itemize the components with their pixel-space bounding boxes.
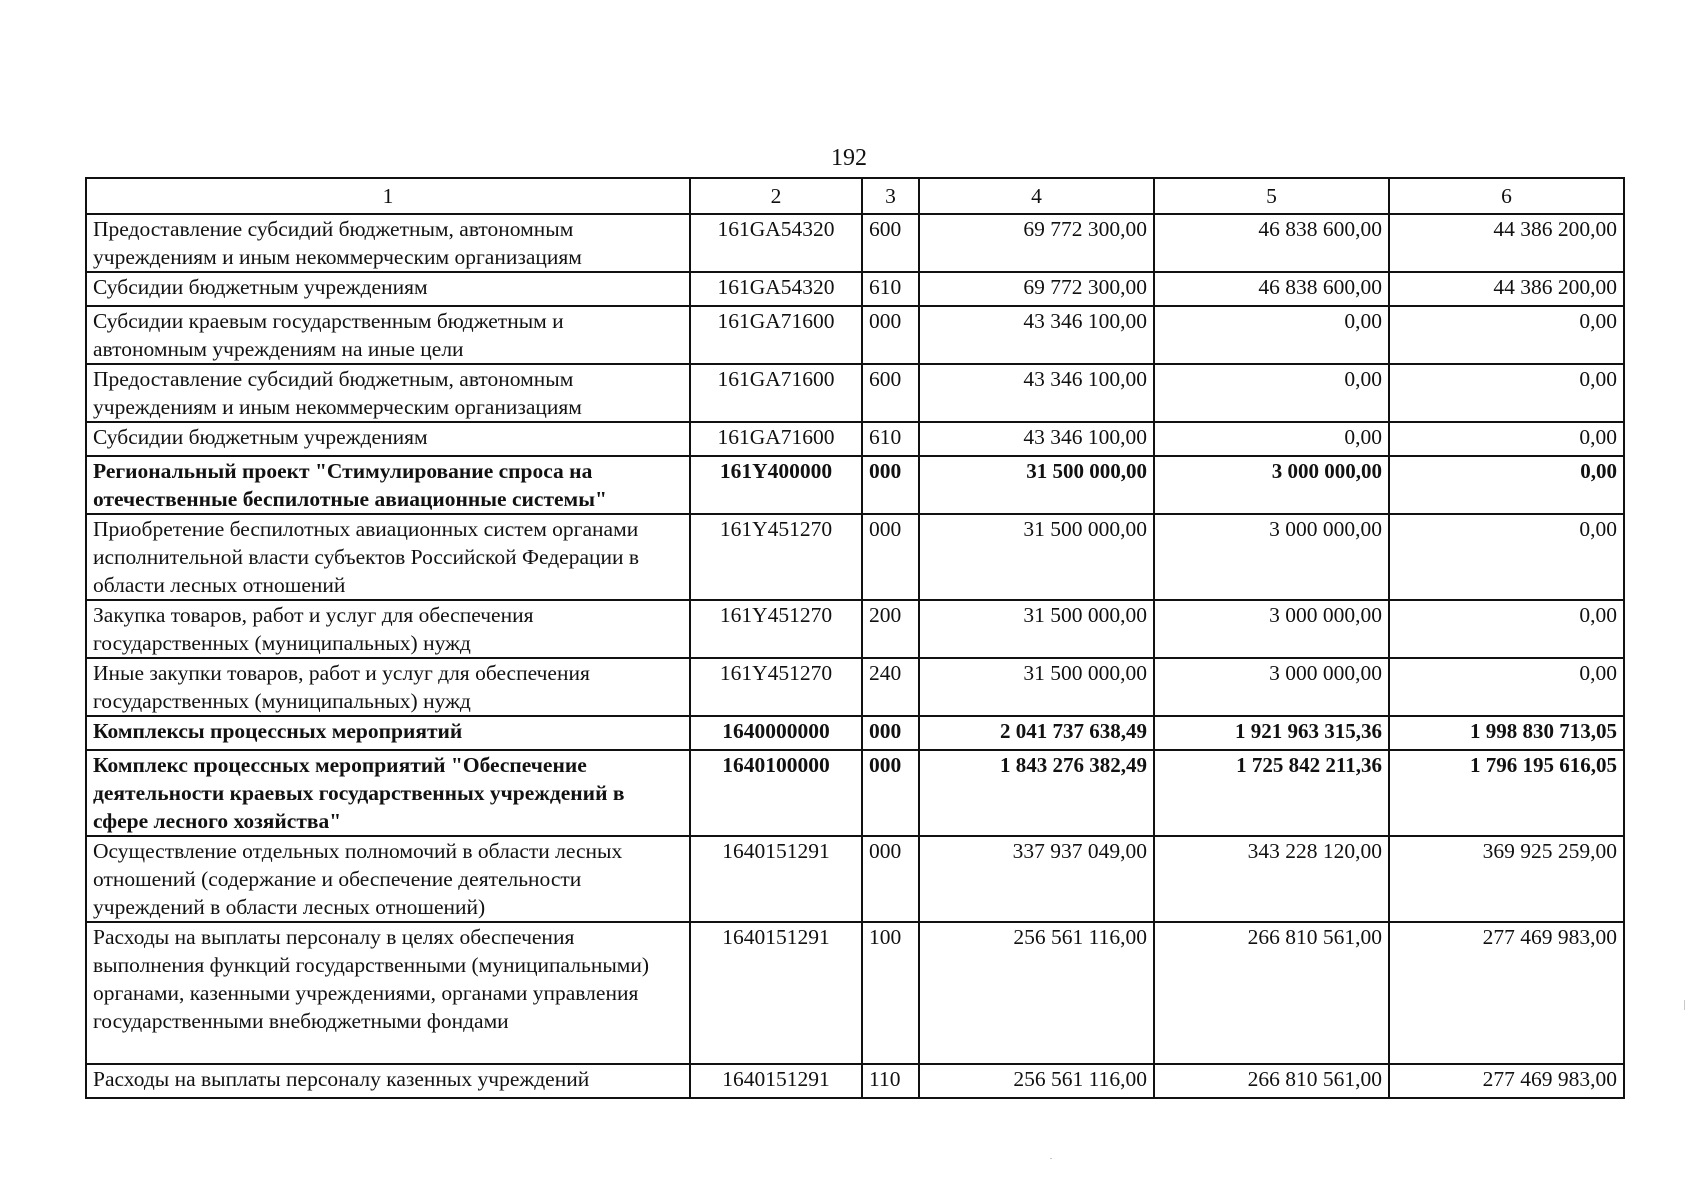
table-row bbox=[86, 922, 1624, 1064]
row-name-cell: Субсидии краевым государственным бюджетным и автономным учреждениям на иные цели bbox=[86, 306, 690, 364]
row-type-cell: 000 bbox=[862, 836, 919, 922]
row-name-cell: Субсидии бюджетным учреждениям bbox=[86, 422, 690, 456]
scan-mark bbox=[1684, 1000, 1685, 1010]
row-code-cell: 161Y451270 bbox=[690, 658, 862, 716]
column-header-3: 3 bbox=[862, 178, 919, 214]
row-value-year2-cell: 3 000 000,00 bbox=[1154, 514, 1389, 600]
row-value-year2-cell: 0,00 bbox=[1154, 364, 1389, 422]
row-code-cell: 161GA54320 bbox=[690, 272, 862, 306]
row-value-year3-cell: 277 469 983,00 bbox=[1389, 1064, 1624, 1098]
table-row bbox=[86, 214, 1624, 272]
row-code-cell: 1640000000 bbox=[690, 716, 862, 750]
row-type-cell: 000 bbox=[862, 514, 919, 600]
row-value-year3-cell: 0,00 bbox=[1389, 306, 1624, 364]
row-code-cell: 161GA54320 bbox=[690, 214, 862, 272]
row-code-cell: 1640151291 bbox=[690, 836, 862, 922]
row-value-year1-cell: 1 843 276 382,49 bbox=[919, 750, 1154, 836]
scan-mark bbox=[1050, 1158, 1052, 1159]
row-name-cell: Иные закупки товаров, работ и услуг для обеспечения государственных (муниципальных) нужд bbox=[86, 658, 690, 716]
row-code-cell: 1640151291 bbox=[690, 1064, 862, 1098]
row-value-year1-cell: 31 500 000,00 bbox=[919, 600, 1154, 658]
table-row bbox=[86, 750, 1624, 836]
row-value-year3-cell: 0,00 bbox=[1389, 364, 1624, 422]
row-value-year1-cell: 256 561 116,00 bbox=[919, 1064, 1154, 1098]
row-code-cell: 161GA71600 bbox=[690, 364, 862, 422]
row-value-year3-cell: 0,00 bbox=[1389, 456, 1624, 514]
row-type-cell: 240 bbox=[862, 658, 919, 716]
row-code-cell: 161Y451270 bbox=[690, 514, 862, 600]
row-name-cell: Закупка товаров, работ и услуг для обеспечения государственных (муниципальных) нужд bbox=[86, 600, 690, 658]
table-row bbox=[86, 272, 1624, 306]
column-header-4: 4 bbox=[919, 178, 1154, 214]
column-header-6: 6 bbox=[1389, 178, 1624, 214]
row-type-cell: 110 bbox=[862, 1064, 919, 1098]
row-value-year3-cell: 1 998 830 713,05 bbox=[1389, 716, 1624, 750]
row-value-year1-cell: 43 346 100,00 bbox=[919, 306, 1154, 364]
column-header-5: 5 bbox=[1154, 178, 1389, 214]
row-value-year1-cell: 31 500 000,00 bbox=[919, 658, 1154, 716]
table-body bbox=[86, 214, 1624, 1098]
row-value-year1-cell: 43 346 100,00 bbox=[919, 422, 1154, 456]
row-value-year2-cell: 46 838 600,00 bbox=[1154, 272, 1389, 306]
row-value-year3-cell: 277 469 983,00 bbox=[1389, 922, 1624, 1064]
table-row bbox=[86, 836, 1624, 922]
row-value-year2-cell: 266 810 561,00 bbox=[1154, 1064, 1389, 1098]
table-row bbox=[86, 1064, 1624, 1098]
row-name-cell: Предоставление субсидий бюджетным, автономным учреждениям и иным некоммерческим организациям bbox=[86, 364, 690, 422]
page-number: 192 bbox=[831, 145, 867, 171]
row-type-cell: 610 bbox=[862, 272, 919, 306]
row-type-cell: 600 bbox=[862, 214, 919, 272]
row-value-year3-cell: 0,00 bbox=[1389, 600, 1624, 658]
row-type-cell: 000 bbox=[862, 456, 919, 514]
row-value-year2-cell: 0,00 bbox=[1154, 306, 1389, 364]
row-value-year3-cell: 0,00 bbox=[1389, 514, 1624, 600]
column-header-2: 2 bbox=[690, 178, 862, 214]
row-name-cell: Осуществление отдельных полномочий в области лесных отношений (содержание и обеспечение деятельности учреждений в области лесных отношений) bbox=[86, 836, 690, 922]
row-code-cell: 161GA71600 bbox=[690, 422, 862, 456]
row-code-cell: 161GA71600 bbox=[690, 306, 862, 364]
row-value-year3-cell: 44 386 200,00 bbox=[1389, 272, 1624, 306]
row-value-year1-cell: 69 772 300,00 bbox=[919, 214, 1154, 272]
table-row bbox=[86, 600, 1624, 658]
row-value-year1-cell: 256 561 116,00 bbox=[919, 922, 1154, 1064]
row-value-year2-cell: 343 228 120,00 bbox=[1154, 836, 1389, 922]
row-type-cell: 000 bbox=[862, 750, 919, 836]
row-name-cell: Предоставление субсидий бюджетным, автономным учреждениям и иным некоммерческим организациям bbox=[86, 214, 690, 272]
row-value-year1-cell: 31 500 000,00 bbox=[919, 456, 1154, 514]
row-value-year2-cell: 0,00 bbox=[1154, 422, 1389, 456]
row-value-year1-cell: 69 772 300,00 bbox=[919, 272, 1154, 306]
table-row bbox=[86, 422, 1624, 456]
row-name-cell: Комплекс процессных мероприятий "Обеспечение деятельности краевых государственных учреждений в сфере лесного хозяйства" bbox=[86, 750, 690, 836]
row-value-year1-cell: 2 041 737 638,49 bbox=[919, 716, 1154, 750]
row-name-cell: Расходы на выплаты персоналу казенных учреждений bbox=[86, 1064, 690, 1098]
table-row bbox=[86, 364, 1624, 422]
row-value-year2-cell: 3 000 000,00 bbox=[1154, 456, 1389, 514]
row-value-year3-cell: 1 796 195 616,05 bbox=[1389, 750, 1624, 836]
table-row bbox=[86, 658, 1624, 716]
row-name-cell: Расходы на выплаты персоналу в целях обеспечения выполнения функций государственными (муниципальными) органами, казенными учреждениями, органами управления государственными внебюджетными фондами bbox=[86, 922, 690, 1064]
row-value-year3-cell: 0,00 bbox=[1389, 658, 1624, 716]
row-value-year2-cell: 266 810 561,00 bbox=[1154, 922, 1389, 1064]
row-code-cell: 161Y451270 bbox=[690, 600, 862, 658]
row-value-year1-cell: 337 937 049,00 bbox=[919, 836, 1154, 922]
row-value-year2-cell: 46 838 600,00 bbox=[1154, 214, 1389, 272]
column-header-1: 1 bbox=[86, 178, 690, 214]
row-code-cell: 161Y400000 bbox=[690, 456, 862, 514]
table-row bbox=[86, 456, 1624, 514]
row-value-year2-cell: 1 725 842 211,36 bbox=[1154, 750, 1389, 836]
row-type-cell: 200 bbox=[862, 600, 919, 658]
row-value-year3-cell: 44 386 200,00 bbox=[1389, 214, 1624, 272]
row-value-year2-cell: 1 921 963 315,36 bbox=[1154, 716, 1389, 750]
row-name-cell: Региональный проект "Стимулирование спроса на отечественные беспилотные авиационные системы" bbox=[86, 456, 690, 514]
row-code-cell: 1640151291 bbox=[690, 922, 862, 1064]
row-value-year3-cell: 0,00 bbox=[1389, 422, 1624, 456]
row-name-cell: Субсидии бюджетным учреждениям bbox=[86, 272, 690, 306]
table-row bbox=[86, 306, 1624, 364]
table-row bbox=[86, 716, 1624, 750]
budget-table bbox=[85, 177, 1625, 1099]
row-value-year1-cell: 31 500 000,00 bbox=[919, 514, 1154, 600]
row-value-year2-cell: 3 000 000,00 bbox=[1154, 600, 1389, 658]
row-type-cell: 610 bbox=[862, 422, 919, 456]
row-value-year2-cell: 3 000 000,00 bbox=[1154, 658, 1389, 716]
row-type-cell: 600 bbox=[862, 364, 919, 422]
table-header bbox=[86, 178, 1624, 214]
header-row bbox=[86, 178, 1624, 214]
row-name-cell: Комплексы процессных мероприятий bbox=[86, 716, 690, 750]
row-type-cell: 000 bbox=[862, 306, 919, 364]
row-type-cell: 000 bbox=[862, 716, 919, 750]
row-type-cell: 100 bbox=[862, 922, 919, 1064]
row-code-cell: 1640100000 bbox=[690, 750, 862, 836]
row-name-cell: Приобретение беспилотных авиационных систем органами исполнительной власти субъектов Российской Федерации в области лесных отношений bbox=[86, 514, 690, 600]
row-value-year1-cell: 43 346 100,00 bbox=[919, 364, 1154, 422]
row-value-year3-cell: 369 925 259,00 bbox=[1389, 836, 1624, 922]
table-row bbox=[86, 514, 1624, 600]
